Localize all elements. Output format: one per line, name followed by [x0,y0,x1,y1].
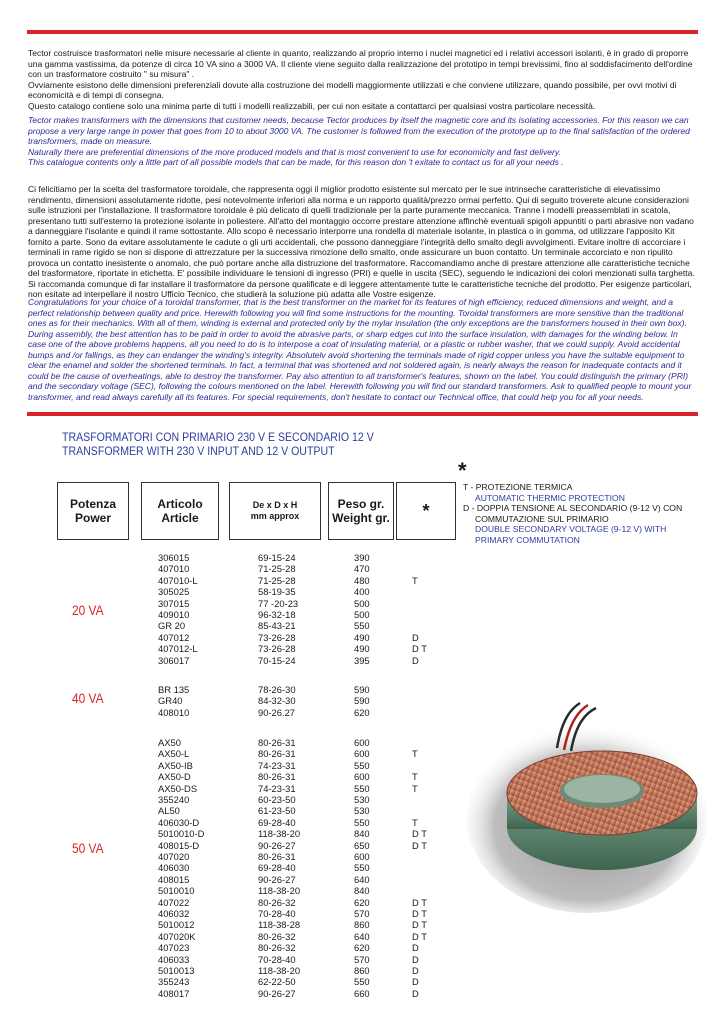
table-cell-dimensions: 80-26-32 [258,942,296,954]
header-star [396,482,456,540]
table-cell-weight: 500 [354,609,370,620]
table-cell-dimensions: 118-38-20 [258,828,301,840]
table-cell-weight: 550 [354,759,370,771]
table-cell-dimensions: 62-22-50 [258,976,296,988]
legend-t-it: T - PROTEZIONE TERMICA [463,482,573,492]
table-cell-article-code: 5010010-D [158,828,205,840]
table-cell-option-code: T [412,748,418,760]
table-cell-article-code: 407020K [158,930,196,942]
table-cell-article-code: 406032 [158,908,190,919]
table-cell-dimensions: 69-28-40 [258,862,296,874]
table-cell-article-code: 305025 [158,586,190,598]
legend-d-it-2: COMMUTAZIONE SUL PRIMARIO [475,513,609,524]
table-cell-weight: 660 [354,987,370,999]
toroid-it-text: Ci felicitiamo per la scelta del trasformatore toroidale, che rappresenta oggi il miglior prodotto esistente sul mercato per le sue intrinseche caratteristiche di elevatissimo rendimento, dimensioni assolutamente ridotte, pesi notevolmente inferiori alla norma e un rapporto qualità/prezzo ormai perfetto. Qui di seguito troverete alcune considerazioni sulle istruzioni per l'installazione. Il trasformatore toroidale è più delicato di quelli tradizionale per la parte puramente meccanica. Tranne i modelli preassemblati in scatola, presentano tutti sull'esterno la protezione isolante in poliestere. All'atto del montaggio occorre prestare attenzione affinchè eventuali spigoli appuntiti o parti abrasive non vadano a danneggiare l'isolante e quindi il rame sottostante. Allo scopo è necessario interporre una rondella di materiale isolante, in plastica o in gomma, od utilizzare l'apposito Kit fornito a parte. Sono da evitare assolutamente le cadute o gli urti accidentali, che possono danneggiare l'integrità dello smalto degli avvolgimenti. Evitare inoltre di accorciare i terminali in rame rigido se non si dispone di attrezzature per la successiva rimozione dello smalto, onde assicurare un buon contatto. Un terminale accorciato e non ripulito provoca un contatto inesistente o anomalo, che può portare anche alla distruzione del trasformatore. Raccomandiamo anche di prestare attenzione alle caratteristiche tecniche del trasformatore, riportate in etichetta. E' possibile individuare le tensioni di ingresso (PRI) e quelle in uscita (SEC), seguendo le indicazioni dei colori menzionati sulla targhetta. Si raccomanda comunque di far installare il trasformatore da persone qualificate e di leggere attentamente tutte le caratteristiche tecniche del prodotto. Per esigenze particolari, non esitate ad interpellare il nostro Ufficio Tecnico, che studierà la soluzione più adatta alle Vostre esigenze. [28,184,695,299]
table-cell-option-code: T [412,816,418,828]
table-cell-weight: 550 [354,976,370,988]
table-cell-option-code: D T [412,839,427,851]
table-cell-dimensions: 71-25-28 [258,574,296,586]
table-cell-weight: 620 [354,896,370,908]
header-articolo: Articolo [157,496,203,511]
table-cell-weight: 620 [354,706,370,718]
table-cell-weight: 390 [354,552,370,563]
table-cell-option-code: D [412,987,419,999]
intro-it-p2: Ovviamente esistono delle dimensioni preferenziali dovute alla costruzione dei modelli maggiormente utilizzati e che conviene utilizzare, quando possibile, per ovvi motivi di economicità e di tempi di consegna. [28,79,677,100]
table-cell-weight: 570 [354,953,370,965]
table-cell-weight: 600 [354,851,370,862]
table-cell-article-code: 407010-L [158,574,198,586]
header-weight-en: Weight gr. [332,511,390,525]
table-cell-dimensions: 118-38-28 [258,919,301,931]
table-cell-dimensions: 85-43-21 [258,620,296,632]
table-cell-dimensions: 90-26-27 [258,873,296,885]
table-cell-dimensions: 58-19-35 [258,586,296,598]
section-title [62,432,401,459]
table-cell-article-code: 408017 [158,987,190,999]
table-cell-article-code: 408015-D [158,839,200,851]
legend-d-it-1: D - DOPPIA TENSIONE AL SECONDARIO (9-12 V) CON [463,503,683,514]
table-cell-article-code: 306015 [158,552,190,563]
table-cell-dimensions: 80-26-31 [258,851,296,862]
table-cell-weight: 600 [354,737,370,748]
table-cell-dimensions: 60-23-50 [258,794,296,805]
header-article-en: Article [161,511,199,525]
table-cell-article-code: 408010 [158,706,190,718]
legend-d-en-2: PRIMARY COMMUTATION [475,534,580,545]
table-cell-option-code: T [412,574,418,586]
table-cell-dimensions: 80-26-32 [258,930,296,942]
table-cell-weight: 400 [354,586,370,598]
table-cell-weight: 640 [354,930,370,942]
table-cell-article-code: GR40 [158,695,183,707]
table-cell-option-code: D T [412,930,427,942]
table-cell-dimensions: 71-25-28 [258,563,296,575]
header-article [141,482,219,540]
table-cell-dimensions: 73-26-28 [258,643,296,655]
table-cell-dimensions: 70-28-40 [258,908,296,919]
table-cell-article-code: 5010010 [158,885,195,897]
header-power-en: Power [74,511,111,525]
table-cell-article-code: 5010012 [158,919,195,931]
table-cell-weight: 530 [354,805,370,817]
table-cell-option-code: D [412,965,419,976]
header-star-symbol: * [422,500,430,521]
table-cell-option-code: D T [412,919,427,931]
table-cell-article-code: 407020 [158,851,190,862]
table-cell-option-code: D [412,631,419,643]
table-cell-dimensions: 90-26-27 [258,987,296,999]
table-cell-dimensions: 70-15-24 [258,654,296,666]
power-group-label: 50 VA [72,840,104,856]
table-cell-weight: 530 [354,794,370,805]
intro-en-p1: Tector makes transformers with the dimensions that customer needs, because Tector produces by itself the magnetic core and its isolating accessories. For this reason we can propose a very large range in power that goes from 10 to about 3000 VA. The customer is followed from the execution of the prototype up to the final satisfaction of the ordered transformers, made on measure. [28,115,690,146]
header-dimensions [229,482,321,540]
table-cell-option-code: T [412,771,418,783]
table-cell-weight: 590 [354,684,370,695]
table-cell-option-code: T [412,782,418,794]
table-cell-dimensions: 77 -20-23 [258,597,299,609]
header-potenza: Potenza [69,496,116,511]
table-cell-article-code: 407022 [158,896,190,908]
toroid-en-text: Congratulations for your choice of a toroidal transformer, that is the best transformer on the market for its features of high efficiency, reduced dimensions and weight, and a perfect relationship between quality and price. Herewith following you will find some instructions for the mounting. Toroidal transformers are more sensitive than the traditional ones as for their mechanics. With all of them, winding is external and protected only by the mylar insulation (the only exceptions are the transformers housed in their own box). During assembly, the best attention has to be paid in order to avoid the abrasive parts, or sharp edges cut into the surface insulation, with damages for the winding below. In case one of the above problems happens, all you need to do is to interpose a coat of insulating material, or a plastic or rubber washer, that we could supply. Avoid accidental bumps and /or fallings, as they can endanger the winding's integrity. Absolutelv avoid shortening the terminals made of rigid copper unless you have the suitable equipment to clear the enamel and solder the shortened terminals. In fact, a terminal that was shortened and not soldered again, is nearly always the reason for inadequate contacts and it could be the cause of overheatings, able to destroy the transformer. Pay also attention to all transformer's features, shown on the label. You could distinguish the primary (PRI) and the secondary voltage (SEC), following the colours mentioned on the label. Herewith following you will find our standard transformers. Ask to qualified people to mount your transformer, and read always carefully all its features. For special requirements, don't hesitate to contact our Technical office, that could help you for all your needs. [28,297,692,402]
intro-it-p1: Tector costruisce trasformatori nelle misure necessarie al cliente in quanto, realizzando al proprio interno i nuclei magnetici ed i relativi accessori isolanti, è in grado di proporre una gamma vastissima, da potenze di circa 10 VA sino a 3000 VA. Il cliente viene seguito dalla realizzazione del prototipo in tempi brevissimi, fino al soddisfacimento dell'ordine con un trasformatore costruito " su misura" . [28,48,693,79]
legend [463,482,703,546]
table-cell-article-code: 407010 [158,563,190,575]
table-cell-weight: 490 [354,643,370,655]
table-cell-weight: 550 [354,816,370,828]
table-cell-option-code: D T [412,828,427,840]
title-italian: TRASFORMATORI CON PRIMARIO 230 V E SECONDARIO 12 V [62,432,374,444]
header-weight [328,482,394,540]
header-dims: De x D x H [252,500,298,510]
table-cell-weight: 640 [354,873,370,885]
table-cell-article-code: 409010 [158,609,190,620]
table-cell-option-code: D T [412,908,427,919]
toroid-english [28,297,698,402]
top-rule [27,30,698,34]
table-cell-dimensions: 80-26-31 [258,771,296,783]
table-cell-dimensions: 118-38-20 [258,965,301,976]
table-cell-article-code: AX50-L [158,748,190,760]
power-group-label: 20 VA [72,602,104,618]
toroidal-transformer-image [462,688,710,918]
header-peso: Peso gr. [337,496,385,511]
table-cell-weight: 650 [354,839,370,851]
table-cell-weight: 470 [354,563,370,575]
table-cell-weight: 550 [354,862,370,874]
table-cell-dimensions: 73-26-28 [258,631,296,643]
intro-english [28,115,698,168]
table-cell-weight: 480 [354,574,370,586]
table-cell-dimensions: 61-23-50 [258,805,296,817]
table-cell-weight: 860 [354,965,370,976]
table-cell-article-code: 406033 [158,953,190,965]
table-cell-article-code: AX50-IB [158,759,193,771]
table-cell-article-code: AX50 [158,737,181,748]
table-cell-dimensions: 90-26-27 [258,839,296,851]
table-cell-weight: 500 [354,597,370,609]
table-cell-article-code: 355240 [158,794,190,805]
table-cell-option-code: D [412,953,419,965]
table-cell-weight: 550 [354,620,370,632]
table-cell-article-code: 407012 [158,631,190,643]
table-cell-article-code: AL50 [158,805,180,817]
table-cell-article-code: 355243 [158,976,190,988]
table-cell-article-code: 306017 [158,654,190,666]
table-cell-weight: 620 [354,942,370,954]
table-cell-article-code: AX50-DS [158,782,198,794]
table-cell-article-code: 408015 [158,873,190,885]
table-cell-weight: 570 [354,908,370,919]
intro-en-p3: This catalogue contents only a little part of all possible models that can be made, for this reason don 't exitate to contact us for all your needs . [28,157,564,167]
table-cell-article-code: AX50-D [158,771,191,783]
table-cell-option-code: D [412,654,419,666]
legend-t-en: AUTOMATIC THERMIC PROTECTION [475,492,625,503]
table-cell-weight: 550 [354,782,370,794]
legend-d-en-1: DOUBLE SECONDARY VOLTAGE (9-12 V) WITH [475,524,667,535]
table-cell-article-code: 407012-L [158,643,198,655]
intro-italian [28,48,698,111]
table-cell-option-code: D [412,942,419,954]
header-dims-unit: mm approx [250,511,300,521]
table-cell-weight: 490 [354,631,370,643]
table-cell-article-code: BR 135 [158,684,190,695]
header-power [57,482,129,540]
table-cell-weight: 590 [354,695,370,707]
table-cell-dimensions: 90-26.27 [258,706,296,718]
table-cell-dimensions: 70-28-40 [258,953,296,965]
table-cell-dimensions: 84-32-30 [258,695,296,707]
table-cell-dimensions: 96-32-18 [258,609,296,620]
table-cell-weight: 395 [354,654,370,666]
table-cell-article-code: 407023 [158,942,190,954]
table-cell-article-code: 406030-D [158,816,200,828]
table-cell-weight: 860 [354,919,370,931]
table-cell-dimensions: 74-23-31 [258,759,296,771]
table-cell-dimensions: 80-26-31 [258,748,296,760]
legend-star: * [458,458,467,483]
table-cell-option-code: D T [412,643,427,655]
table-cell-article-code: 406030 [158,862,190,874]
table-cell-weight: 840 [354,885,370,897]
table-cell-dimensions: 74-23-31 [258,782,296,794]
table-cell-weight: 840 [354,828,370,840]
section-rule [27,412,698,416]
table-cell-weight: 600 [354,771,370,783]
table-cell-article-code: GR 20 [158,620,186,632]
intro-en-p2: Naturally there are preferential dimensions of the more produced models and that is most convenient to use for economicity and fast delivery. [28,146,561,157]
table-cell-article-code: 307015 [158,597,190,609]
table-cell-article-code: 5010013 [158,965,195,976]
table-cell-option-code: D [412,976,419,988]
table-cell-option-code: D T [412,896,427,908]
intro-it-p3: Questo catalogo contiene solo una minima parte di tutti i modelli realizzabili, per cui non esitate a contattarci per qualsiasi vostra particolare necessità. [28,100,596,111]
title-english: TRANSFORMER WITH 230 V INPUT AND 12 V OUTPUT [62,445,335,458]
table-cell-dimensions: 69-28-40 [258,816,296,828]
table-cell-weight: 600 [354,748,370,760]
table-cell-dimensions: 118-38-20 [258,885,301,897]
toroid-italian [28,184,698,300]
table-cell-dimensions: 78-26-30 [258,684,296,695]
table-cell-dimensions: 80-26-32 [258,896,296,908]
table-cell-dimensions: 80-26-31 [258,737,296,748]
table-cell-dimensions: 69-15-24 [258,552,296,563]
power-group-label: 40 VA [72,690,104,706]
